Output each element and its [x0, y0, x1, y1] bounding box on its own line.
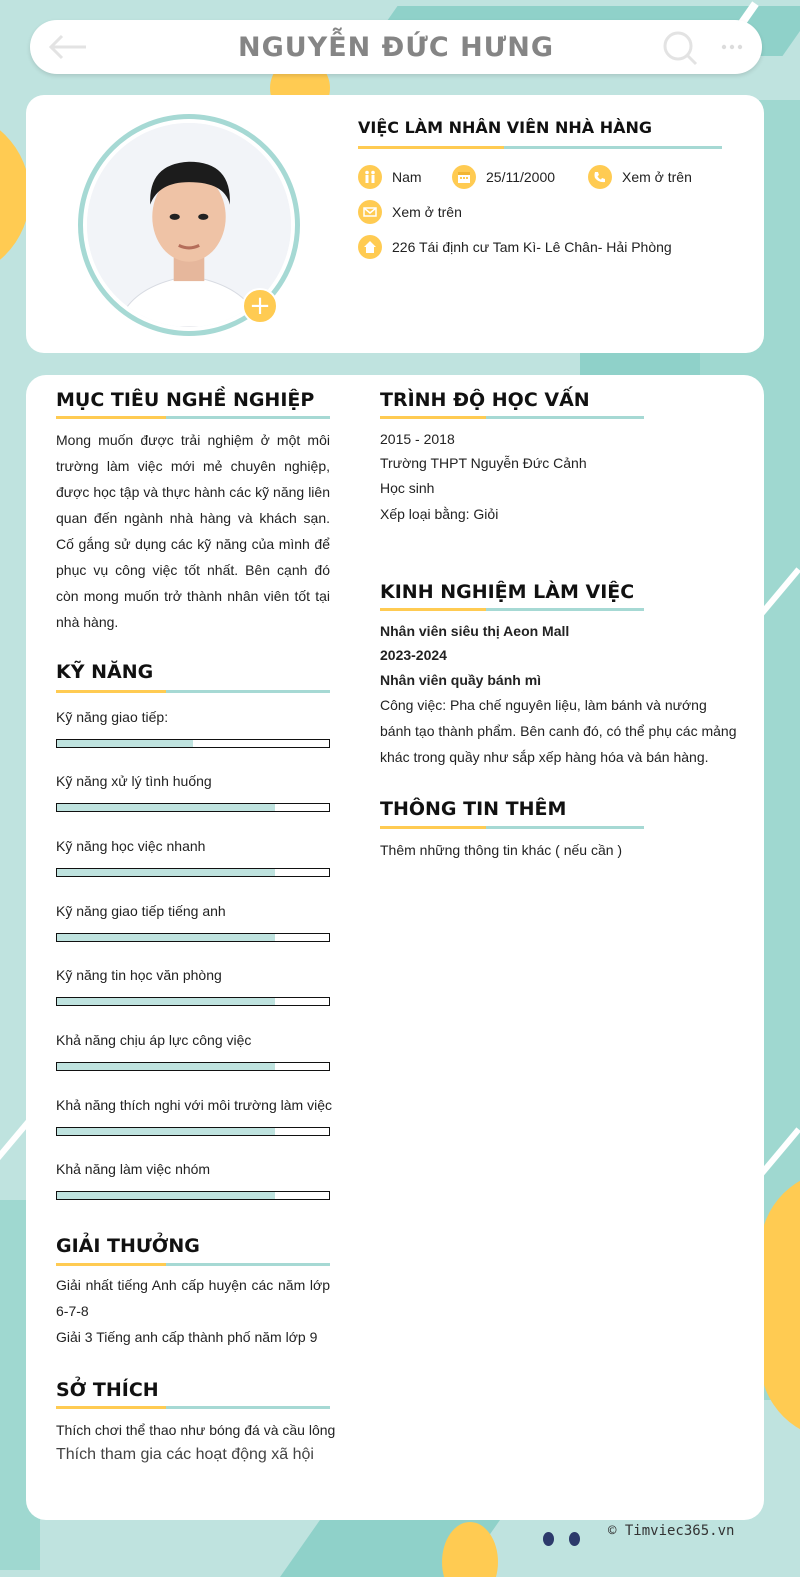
phone-icon	[588, 165, 612, 189]
awards-underline	[56, 1263, 330, 1266]
education-grade: Xếp loại bằng: Giỏi	[380, 506, 499, 522]
education-period: 2015 - 2018	[380, 431, 455, 447]
skill-bar	[56, 933, 330, 942]
skill-bar	[56, 1062, 330, 1071]
extra-info-underline	[380, 826, 644, 829]
experience-underline	[380, 608, 644, 611]
experience-department: Nhân viên quầy bánh mì	[380, 672, 542, 688]
experience-position: Nhân viên siêu thị Aeon Mall	[380, 623, 570, 639]
skill-bar	[56, 997, 330, 1006]
objective-text: Mong muốn được trải nghiệm ở một môi trường làm việc mới mẻ chuyên nghiệp, được học tập và thực hành các kỹ năng liên quan đến ngành nhà hàng và khách sạn. Cố gắng sử dụng các kỹ năng của mình để phục vụ công việc tốt nhất. Bên cạnh đó còn mong muốn trở thành nhân viên tốt tại nhà hàng.	[56, 432, 330, 630]
award-item: Giải nhất tiếng Anh cấp huyện các năm lớp 6-7-8	[56, 1277, 330, 1319]
calendar-icon	[452, 165, 476, 189]
skill-bar	[56, 1127, 330, 1136]
gender-value: Nam	[392, 169, 422, 185]
address-row	[358, 235, 672, 259]
skill-bar-fill	[57, 998, 275, 1005]
objective-underline	[56, 416, 330, 419]
birthday-value: 25/11/2000	[486, 169, 556, 185]
education-title: TRÌNH ĐỘ HỌC VẤN	[380, 389, 590, 411]
arrow-left-icon[interactable]	[48, 34, 88, 60]
extra-info-title: THÔNG TIN THÊM	[380, 798, 567, 820]
job-title: VIỆC LÀM NHÂN VIÊN NHÀ HÀNG	[358, 118, 653, 137]
award-item: Giải 3 Tiếng anh cấp thành phố năm lớp 9	[56, 1329, 318, 1345]
skills-underline	[56, 690, 330, 693]
mail-icon	[358, 200, 382, 224]
skill-bar-fill	[57, 804, 275, 811]
skill-label: Kỹ năng xử lý tình huống	[56, 773, 212, 789]
skill-bar	[56, 868, 330, 877]
skill-bar-fill	[57, 1128, 275, 1135]
birthday-row	[452, 165, 555, 189]
skill-label: Khả năng làm việc nhóm	[56, 1161, 211, 1177]
experience-title: KINH NGHIỆM LÀM VIỆC	[380, 581, 635, 603]
top-header-bar	[30, 20, 762, 74]
skill-bar-fill	[57, 1192, 275, 1199]
skill-label: Khả năng thích nghi với môi trường làm việc	[56, 1097, 332, 1113]
gender-row	[358, 165, 422, 189]
hobbies-title: SỞ THÍCH	[56, 1379, 159, 1401]
candidate-name: NGUYỄN ĐỨC HƯNG	[238, 31, 554, 63]
skill-bar	[56, 1191, 330, 1200]
skill-label: Kỹ năng tin học văn phòng	[56, 967, 222, 983]
skills-title: KỸ NĂNG	[56, 661, 154, 683]
skill-label: Kỹ năng giao tiếp:	[56, 709, 169, 725]
skill-bar	[56, 739, 330, 748]
copyright-footer: © Timviec365.vn	[608, 1523, 735, 1539]
awards-title: GIẢI THƯỞNG	[56, 1235, 200, 1257]
address-value: 226 Tái định cư Tam Kì- Lê Chân- Hải Phòng	[392, 239, 672, 255]
phone-value: Xem ở trên	[622, 169, 692, 185]
hobby-item: Thích chơi thể thao như bóng đá và cầu lông	[56, 1422, 336, 1438]
skill-bar-fill	[57, 934, 275, 941]
experience-description: Công việc: Pha chế nguyên liệu, làm bánh và nướng bánh tạo thành phẩm. Bên canh đó, có thể phụ các mảng khác trong quầy như sắp xếp hàng hóa và bán hàng.	[380, 697, 737, 765]
resume-body-card	[26, 375, 764, 1520]
education-school: Trường THPT Nguyễn Đức Cảnh	[380, 455, 587, 471]
extra-info-text: Thêm những thông tin khác ( nếu cần )	[380, 842, 623, 858]
skill-bar-fill	[57, 740, 193, 747]
hobby-item: Thích tham gia các hoạt động xã hội	[56, 1446, 314, 1463]
skill-bar-fill	[57, 1063, 275, 1070]
job-title-underline	[358, 146, 722, 149]
home-icon	[358, 235, 382, 259]
skill-label: Khả năng chịu áp lực công việc	[56, 1032, 252, 1048]
email-row	[358, 200, 462, 224]
add-photo-button[interactable]: +	[242, 288, 278, 324]
education-role: Học sinh	[380, 480, 435, 496]
skill-label: Kỹ năng giao tiếp tiếng anh	[56, 903, 226, 919]
more-dots-icon[interactable]	[720, 38, 744, 56]
objective-title: MỤC TIÊU NGHỀ NGHIỆP	[56, 389, 315, 411]
email-value: Xem ở trên	[392, 204, 462, 220]
profile-card	[26, 95, 764, 353]
skill-label: Kỹ năng học việc nhanh	[56, 838, 206, 854]
skill-bar	[56, 803, 330, 812]
search-icon[interactable]	[662, 30, 698, 66]
phone-row	[588, 165, 692, 189]
hobbies-underline	[56, 1406, 330, 1409]
gender-icon	[358, 165, 382, 189]
education-underline	[380, 416, 644, 419]
experience-period: 2023-2024	[380, 647, 447, 663]
skill-bar-fill	[57, 869, 275, 876]
